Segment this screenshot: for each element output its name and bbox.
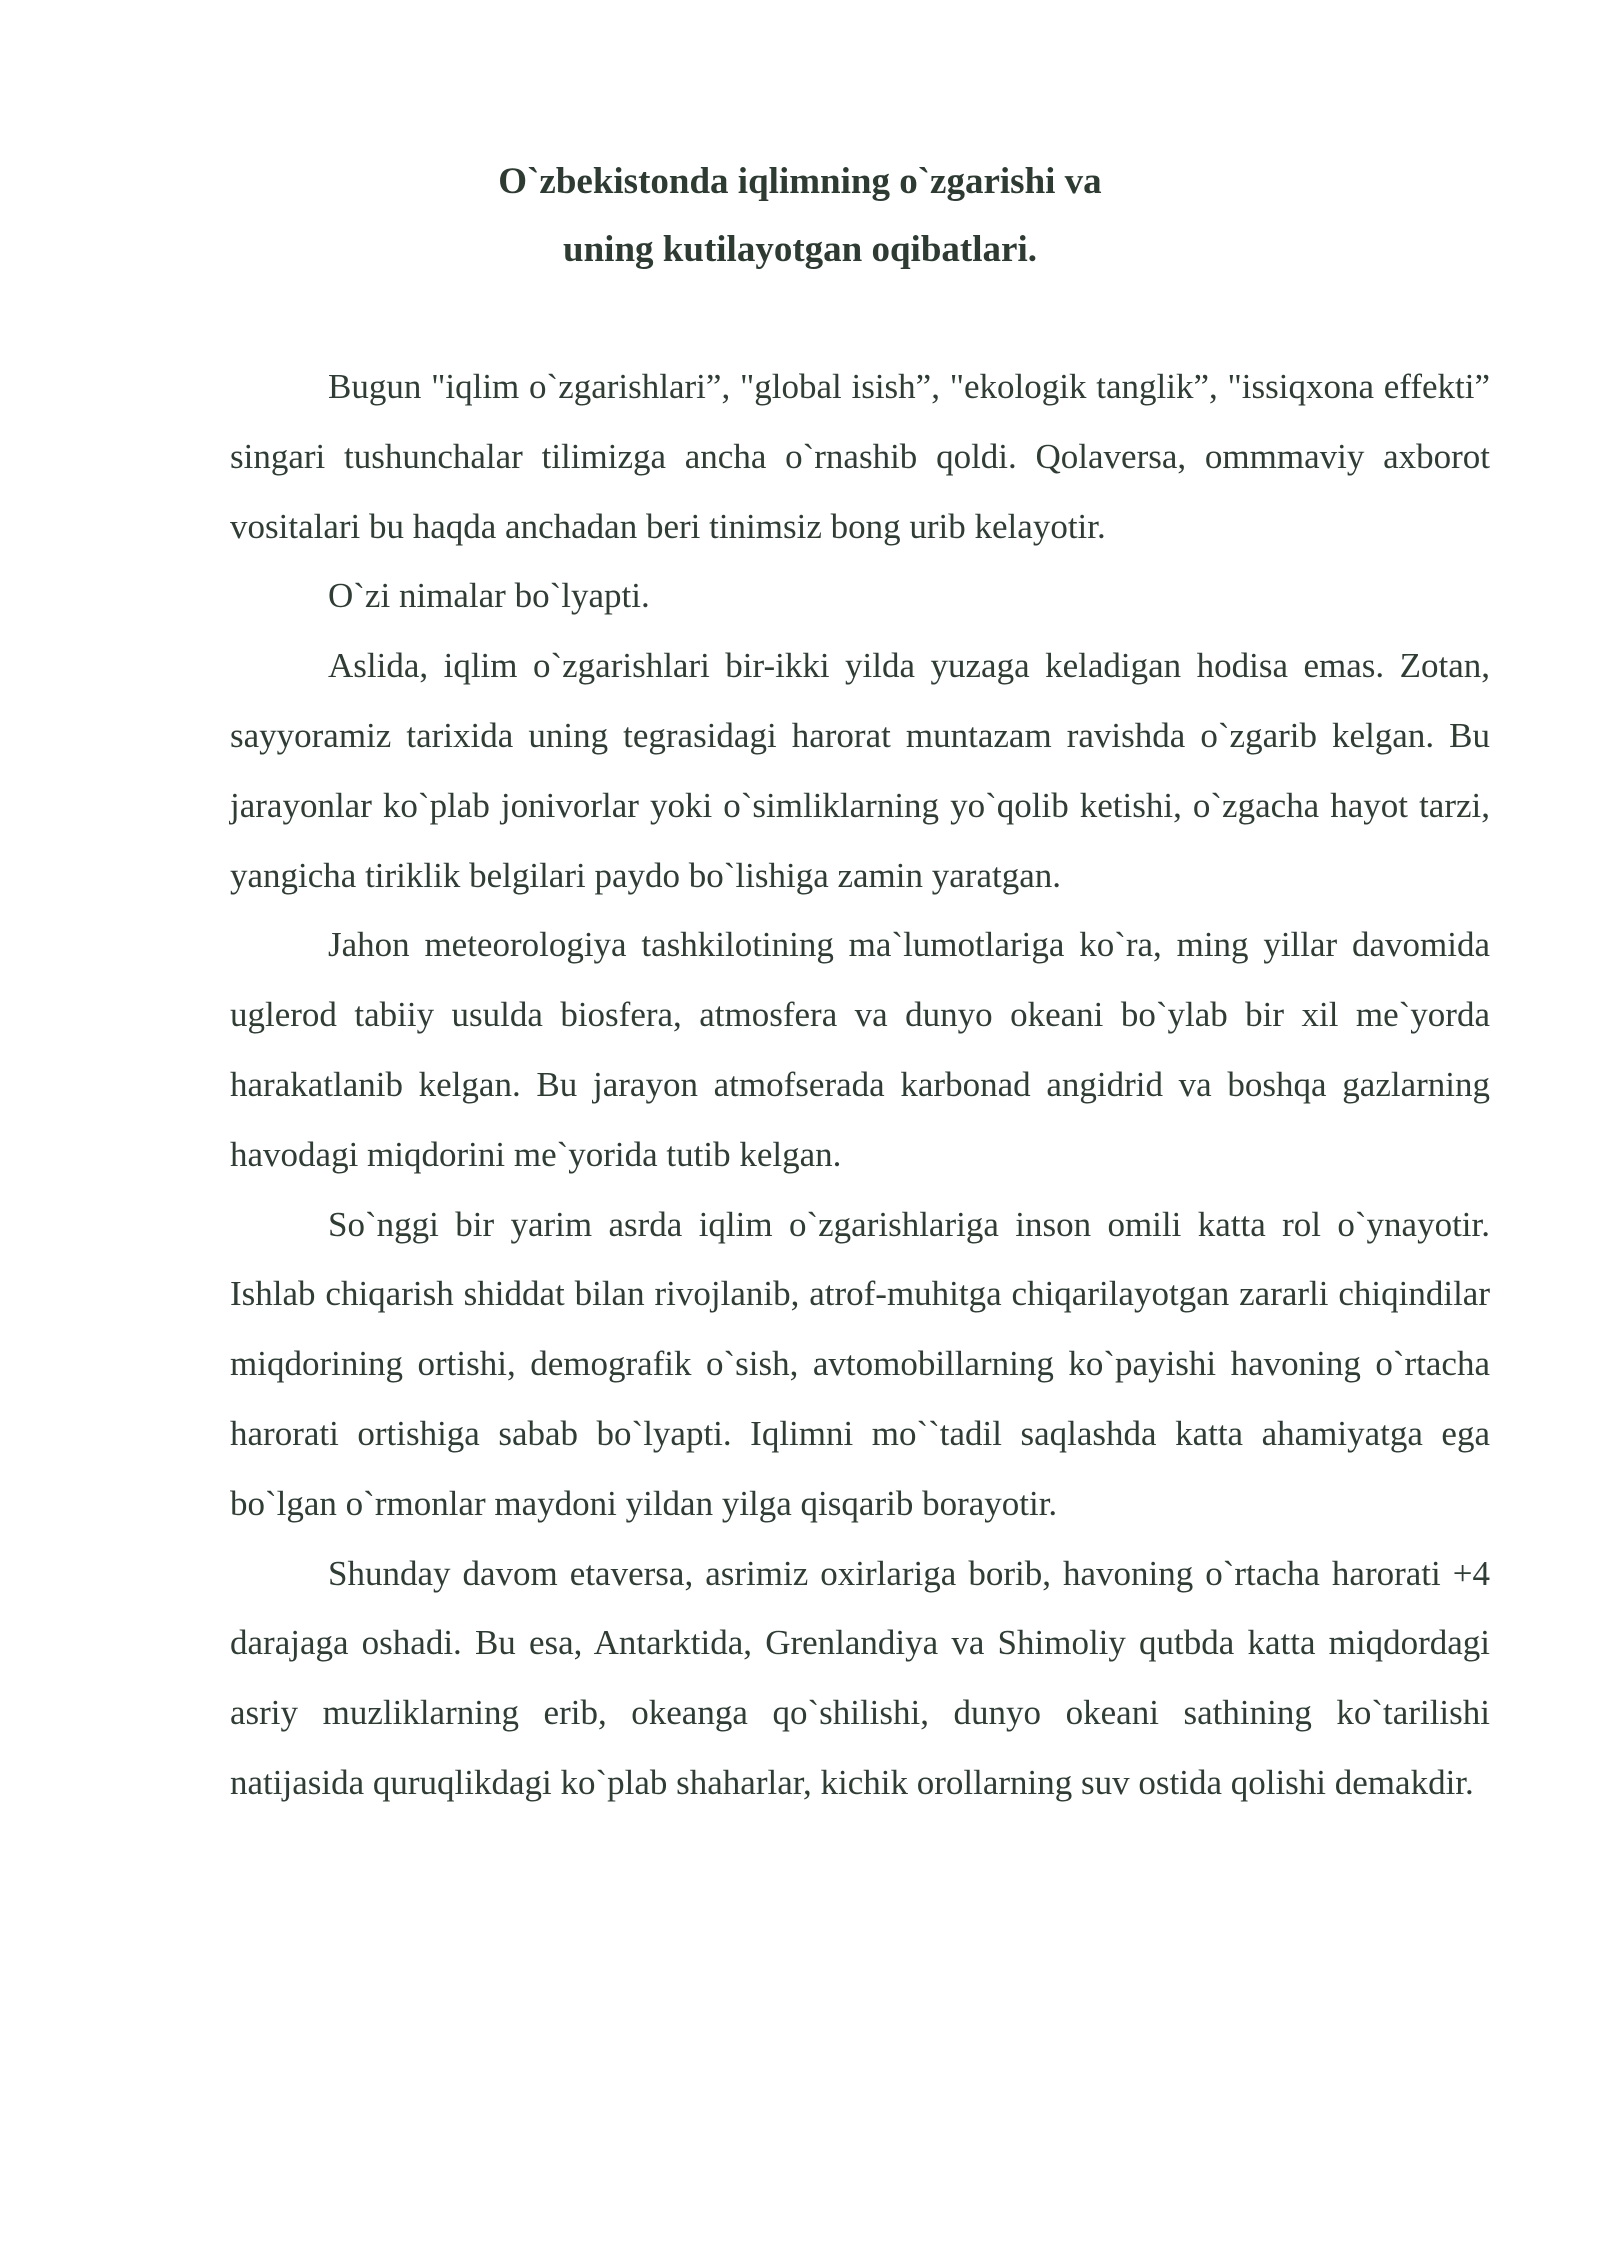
paragraph-human-factor: So`nggi bir yarim asrda iqlim o`zgarishlariga inson omili katta rol o`ynayotir. Ishlab chiqarish shiddat bilan rivojlanib, atrof-muhitga chiqarilayotgan zararli chiqindilar miqdorining ortishi, demografik o`sish, avtomobillarning ko`payishi havoning o`rtacha harorati ortishiga sabab bo`lyapti. Iqlimni mo``tadil saqlashda katta ahamiyatga ega bo`lgan o`rmonlar maydoni yildan yilga qisqarib borayotir. (230, 1204, 1490, 1523)
paragraph-meteorology: Jahon meteorologiya tashkilotining ma`lumotlariga ko`ra, ming yillar davomida uglerod tabiiy usulda biosfera, atmosfera va dunyo okeani bo`ylab bir xil me`yorda harakatlanib kelgan. Bu jarayon atmofserada karbonad angidrid va boshqa gazlarning havodagi miqdorini me`yorida tutib kelgan. (230, 925, 1490, 1174)
document-body (230, 352, 1490, 1818)
document-title (0, 148, 1600, 284)
title-line-2: uning kutilayotgan oqibatlari. (563, 229, 1037, 270)
paragraph-intro: Bugun "iqlim o`zgarishlari”, "global isish”, "ekologik tanglik”, "issiqxona effekti” singari tushunchalar tilimizga ancha o`rnashib qoldi. Qolaversa, ommmaviy axborot vositalari bu haqda anchadan beri tinimsiz bong urib kelayotir. (230, 367, 1490, 546)
paragraph-history: Aslida, iqlim o`zgarishlari bir-ikki yilda yuzaga keladigan hodisa emas. Zotan, sayyoramiz tarixida uning tegrasidagi harorat muntazam ravishda o`zgarib kelgan. Bu jarayonlar ko`plab jonivorlar yoki o`simliklarning yo`qolib ketishi, o`zgacha hayot tarzi, yangicha tiriklik belgilari paydo bo`lishiga zamin yaratgan. (230, 646, 1490, 895)
paragraph-question: O`zi nimalar bo`lyapti. (328, 576, 650, 616)
paragraph-consequences: Shunday davom etaversa, asrimiz oxirlariga borib, havoning o`rtacha harorati +4 darajaga oshadi. Bu esa, Antarktida, Grenlandiya va Shimoliy qutbda katta miqdordagi asriy muzliklarning erib, okeanga qo`shilishi, dunyo okeani sathining ko`tarilishi natijasida quruqlikdagi ko`plab shaharlar, kichik orollarning suv ostida qolishi demakdir. (230, 1553, 1490, 1802)
title-line-1: O`zbekistonda iqlimning o`zgarishi va (498, 161, 1102, 202)
